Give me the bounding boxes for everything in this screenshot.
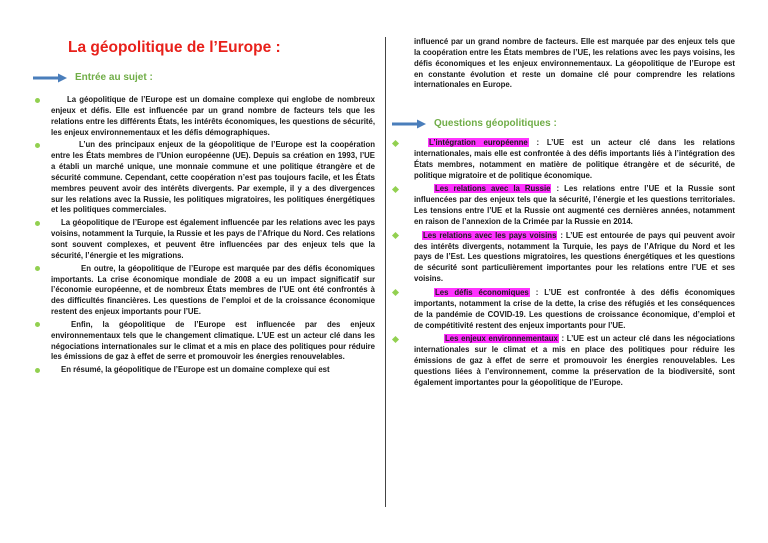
diamond-bullet-icon [392, 336, 399, 343]
bullet-icon [35, 368, 40, 373]
right-column [392, 37, 735, 103]
question-item: Les relations avec les pays voisins : L’UE est entourée de pays qui peuvent avoir des intérêts divergents, notamment la Turquie, les pays de l’Afrique du Nord et les pays de l’Est. Les questions migratoires, les questions énergétiques et les questions de sécurité sont particulièrement importantes pour les relations entre l’UE et ses voisins. [392, 231, 735, 285]
intro-heading: Entrée au sujet : [75, 72, 153, 83]
question-label: L’intégration européenne [429, 138, 528, 147]
summary-paragraph: En résumé, la géopolitique de l’Europe est un domaine complexe qui est [35, 365, 375, 376]
intro-paragraph: Enfin, la géopolitique de l’Europe est influencée par des enjeux environnementaux tels que le changement climatique. L’UE est un acteur clé dans les négociations internationales sur le climat et a mis en place des politiques pour réduire les émissions de gaz à effet de serre et promouvoir les énergies renouvelables. [35, 320, 375, 363]
question-label: Les relations avec les pays voisins [423, 230, 557, 240]
column-divider [385, 37, 386, 507]
questions-heading: Questions géopolitiques : [434, 118, 557, 129]
question-item: Les enjeux environnementaux : L’UE est un acteur clé dans les négociations internationales sur le climat et a mis en place des politiques pour réduire les émissions de gaz à effet de serre et promouvoir les énergies renouvelables. Les questions liées à l’environnement, comme la préservation de la biodiversité, sont également importantes pour la géopolitique de l’Europe. [392, 334, 735, 388]
bullet-icon [35, 322, 40, 327]
question-item: Les relations avec la Russie : Les relations entre l’UE et la Russie sont influencées par des enjeux tels que la sécurité, l’énergie et les questions territoriales. Les tensions entre l’UE et la Russie ont augmenté ces dernières années, notamment en raison de l’annexion de la Crimée par la Russie en 2014. [392, 184, 735, 227]
questions-heading-row [392, 118, 557, 129]
page-title: La géopolitique de l’Europe : [68, 39, 281, 56]
arrow-right-icon [392, 119, 426, 129]
question-label: Les défis économiques [435, 287, 529, 297]
diamond-bullet-icon [392, 140, 399, 147]
bullet-icon [35, 266, 40, 271]
intro-paragraph: En outre, la géopolitique de l’Europe est marquée par des défis économiques importants. La crise économique mondiale de 2008 a eu un impact significatif sur l’économie européenne, et de nombreux États membres de l’UE ont été confrontés à des difficultés financières. Les questions de l’emploi et de la croissance économique restent des enjeux importants pour l’UE. [35, 264, 375, 318]
intro-heading-row [33, 72, 153, 83]
diamond-bullet-icon [392, 232, 399, 239]
question-label: Les relations avec la Russie [435, 184, 551, 194]
intro-paragraph: La géopolitique de l’Europe est également influencée par les relations avec les pays voisins, notamment la Turquie, la Russie et les pays de l’Afrique du Nord. Ces relations sont souvent complexes, et peuvent être influencées par des enjeux tels que la sécurité, l’énergie et les migrations. [35, 218, 375, 261]
diamond-bullet-icon [392, 289, 399, 296]
bullet-icon [35, 98, 40, 103]
bullet-icon [35, 221, 40, 226]
diamond-bullet-icon [392, 186, 399, 193]
question-label: Les enjeux environnementaux [445, 334, 558, 344]
summary-continued: influencé par un grand nombre de facteurs. Elle est marquée par des enjeux tels que la coopération entre les États membres de l’UE, les relations avec les pays voisins, les défis économiques et les enjeux environnementaux. La géopolitique de l’Europe est en constante évolution et reste un domaine clé pour comprendre les relations internationales en Europe. [414, 37, 735, 90]
bullet-icon [35, 143, 40, 148]
arrow-right-icon [33, 73, 67, 83]
question-item: L’intégration européenne : L’UE est un acteur clé dans les relations internationales, mais elle est confrontée à des défis importants liés à l’intégration des États membres, notamment en matière de politique étrangère et de sécurité, de politique migratoire et de politique économique. [392, 138, 735, 181]
left-column [35, 95, 375, 376]
intro-paragraph: La géopolitique de l’Europe est un domaine complexe qui englobe de nombreux enjeux et défis. Elle est influencée par un grand nombre de facteurs tels que les relations entre les différents États, les intérêts économiques, les questions de sécurité, les enjeux environnementaux et les défis démographiques. [35, 95, 375, 138]
questions-list [392, 138, 735, 392]
question-item: Les défis économiques : L’UE est confrontée à des défis économiques importants, notamment la crise de la dette, la crise des réfugiés et les conséquences de la pandémie de COVID-19. Les questions de croissance économique, d’emploi et de compétitivité restent des enjeux importants pour l’UE. [392, 288, 735, 331]
intro-paragraph: L’un des principaux enjeux de la géopolitique de l’Europe est la coopération entre les États membres de l’Union européenne (UE). Depuis sa création en 1993, l’UE a établi un marché unique, une monnaie commune et une politique étrangère et de sécurité commune. Cependant, cette coopération n’est pas toujours facile, et les États membres peuvent avoir des intérêts divergents. Par exemple, il y a des divergences sur les relations avec la Russie, les politiques migratoires, les politiques énergétiques et les politiques commerciales. [35, 140, 375, 216]
